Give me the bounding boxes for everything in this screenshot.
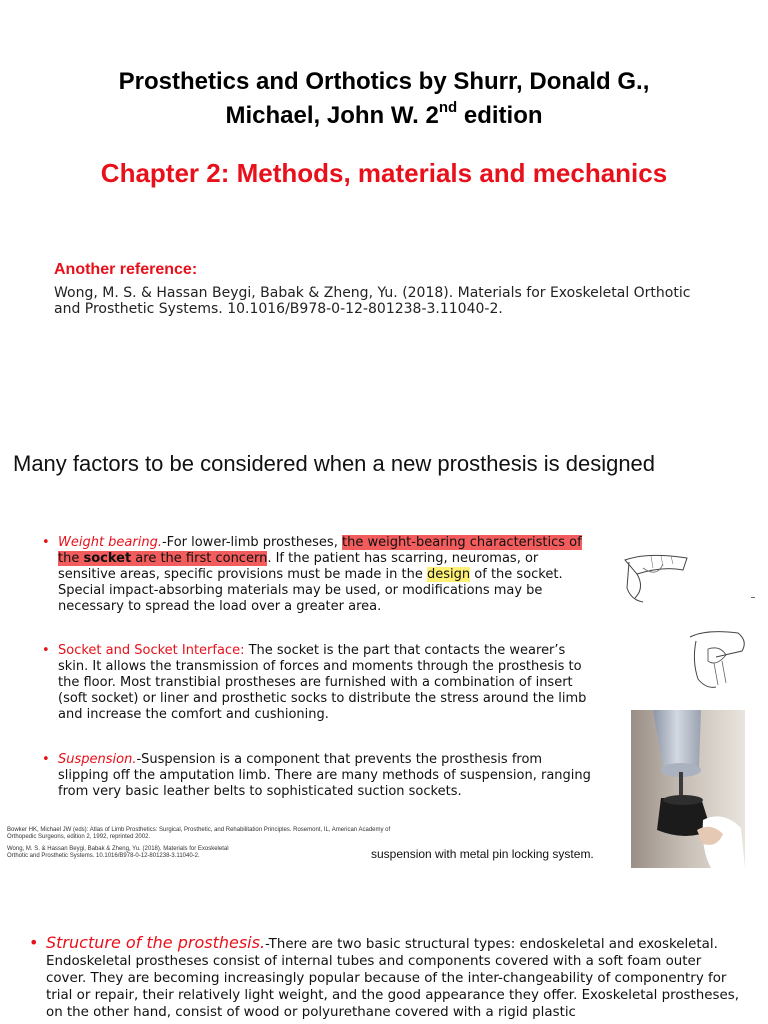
bullet-socket-interface	[42, 643, 592, 723]
reference-text: Wong, M. S. & Hassan Beygi, Babak & Zheng, Yu. (2018). Materials for Exoskeletal Orthotic and Prosthetic Systems. 10.1016/B978-0-12-801238-3.11040-2.	[54, 285, 691, 317]
bullet-marker: •	[29, 933, 39, 952]
title-line-2-end: edition	[457, 102, 543, 129]
bullet-text	[42, 535, 592, 615]
title-line-1: Prosthetics and Orthotics by Shurr, Donald G.,	[118, 68, 650, 95]
bullet-text	[42, 643, 592, 723]
bullet-body: -Suspension is a component that prevents the prosthesis from slipping off the amputation limb. There are many methods of suspension, ranging from very basic leather belts to sophisticated suction sockets.	[58, 752, 591, 799]
page-title	[40, 68, 728, 130]
structure-paragraph	[29, 934, 739, 1021]
section-heading: Many factors to be considered when a new prosthesis is designed	[13, 451, 656, 476]
highlight-part-1: the weight-bearing characteristics of the	[58, 535, 582, 566]
bullet-sep: -For lower-limb prostheses,	[161, 535, 342, 550]
title-line-2-main: Michael, John W. 2	[225, 102, 439, 129]
bullet-suspension	[42, 752, 592, 800]
bullet-marker: •	[42, 643, 50, 658]
bullet-body: The socket is the part that contacts the wearer’s skin. It allows the transmission of forces and moments through the prosthesis to the floor. Most transtibial prostheses are furnished with a combination of insert (soft socket) or liner and prosthetic socks to distribute the stress around the limb and increase the comfort and cushioning.	[58, 643, 587, 722]
bullet-mid: . If the patient has scarring, neuromas, or sensitive areas, specific provisions must be made in the	[58, 551, 539, 582]
title-superscript: nd	[438, 99, 458, 116]
structure-text	[29, 934, 739, 1021]
citation-bowker: Bowker HK, Michael JW (eds): Atlas of Limb Prosthetics: Surgical, Prosthetic, and Rehabilitation Principles. Rosemont, IL, American Academy of Orthopedic Surgeons, edition 2, 1992, reprinted 2002.	[7, 827, 391, 840]
dash-mark	[751, 597, 755, 598]
citation-wong: Wong, M. S. & Hassan Beygi, Babak & Zheng, Yu. (2018). Materials for Exoskeletal Orthotic and Prosthetic Systems. 10.1016/B978-0-12-801238-3.11040-2.	[7, 846, 229, 859]
highlight-part-2: are the first concern	[131, 551, 268, 566]
socket-sketch-2	[686, 627, 752, 695]
title-line-2	[40, 96, 728, 130]
structure-lead: Structure of the prosthesis.	[46, 933, 266, 952]
highlight-design: design	[427, 567, 471, 582]
photo-caption: suspension with metal pin locking system.	[371, 847, 594, 861]
chapter-heading: Chapter 2: Methods, materials and mechanics	[100, 158, 668, 188]
bullet-marker: •	[42, 535, 50, 550]
structure-body: -There are two basic structural types: endoskeletal and exoskeletal. Endoskeletal prostheses consist of internal tubes and components covered with a soft foam outer cover. They are becoming increasingly popular because of the inter-changeability of componentry for trial or repair, their relatively light weight, and the good appearance they offer. Exoskeletal prostheses, on the other hand, consist of wood or polyurethane covered with a rigid plastic	[46, 937, 739, 1020]
bullet-lead: Weight bearing.	[58, 535, 162, 550]
socket-sketch-1	[617, 548, 692, 608]
bullet-lead: Suspension.	[58, 752, 137, 767]
highlight-bold-socket: socket	[83, 551, 132, 566]
bullet-weight-bearing	[42, 535, 592, 615]
bullet-lead: Socket and Socket Interface:	[58, 643, 245, 658]
prosthesis-photo	[631, 710, 745, 868]
bullet-text	[42, 752, 592, 800]
bullet-end: of the socket. Special impact-absorbing materials may be used, or modifications may be necessary to spread the load over a greater area.	[58, 567, 563, 614]
reference-label: Another reference:	[54, 261, 198, 278]
bullet-marker: •	[42, 752, 50, 767]
